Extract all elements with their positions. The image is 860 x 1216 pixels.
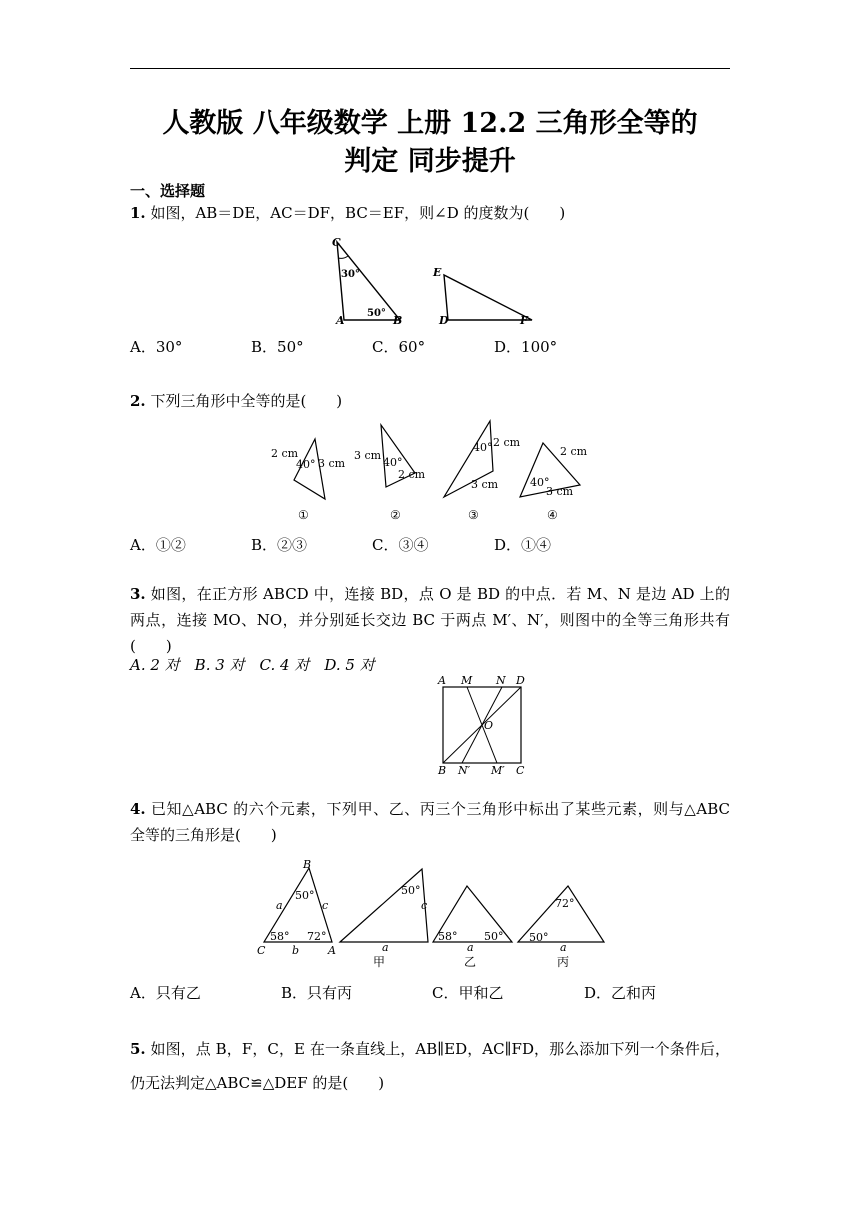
bing-label: 丙: [557, 955, 570, 969]
abc-side-b: b: [292, 944, 300, 957]
t1-number: ①: [298, 508, 309, 522]
label-o: O: [484, 719, 494, 732]
t3-side-2: 2 cm: [493, 436, 521, 449]
question-3: [130, 581, 730, 659]
abc-angle-50: 50°: [295, 889, 315, 902]
question-text: 已知△ABC 的六个元素，下列甲、乙、丙三个三角形中标出了某些元素，则与△ABC 全等的三角形是( ): [130, 800, 730, 844]
header-rule: [130, 68, 730, 69]
t1-side-2: 2 cm: [271, 447, 299, 460]
yi-angle-58: 58°: [438, 930, 458, 943]
label-a: A: [438, 674, 446, 687]
question-number: 4.: [130, 800, 146, 818]
question-text: 如图，AB＝DE，AC＝DF，BC＝EF，则∠D 的度数为( ): [145, 204, 566, 222]
q3-options[interactable]: A. 2 对 B. 3 对 C. 4 对 D. 5 对: [130, 656, 375, 674]
abc-label-b: B: [303, 858, 312, 871]
label-m-prime: M′: [491, 764, 505, 777]
label-a: A: [336, 314, 345, 327]
question-number: 2.: [130, 392, 146, 410]
bing-side-a: a: [560, 941, 567, 954]
question-4: [130, 796, 730, 848]
section-heading: 一、选择题: [130, 182, 206, 200]
label-c: C: [332, 236, 341, 249]
label-d: D: [439, 314, 449, 327]
q1-figure: [320, 232, 540, 327]
t3-side-3: 3 cm: [471, 478, 499, 491]
t3-angle: 40°: [473, 441, 493, 454]
t1-side-3: 3 cm: [318, 457, 346, 470]
t4-side-2: 2 cm: [560, 445, 588, 458]
t4-angle: 40°: [530, 476, 550, 489]
abc-angle-72: 72°: [307, 930, 327, 943]
t2-side-3: 3 cm: [354, 449, 382, 462]
option-b[interactable]: B．只有丙: [281, 984, 353, 1002]
bing-angle-50: 50°: [529, 931, 549, 944]
title-line-1: 人教版 八年级数学 上册 12.2 三角形全等的: [162, 108, 698, 139]
option-d[interactable]: D．乙和丙: [584, 984, 657, 1002]
abc-angle-58: 58°: [270, 930, 290, 943]
question-text: 如图，在正方形 ABCD 中，连接 BD，点 O 是 BD 的中点．若 M、N 是边 AD 上的两点，连接 MO、NO，并分别延长交边 BC 于两点 M′、N′，则图中的全等三角形共有( ): [130, 585, 730, 655]
option-a[interactable]: A．30°: [130, 338, 183, 356]
label-c: C: [516, 764, 525, 777]
label-n-prime: N′: [458, 764, 471, 777]
question-text: 下列三角形中全等的是( ): [145, 392, 343, 410]
question-2: [130, 388, 730, 414]
label-d: D: [516, 674, 525, 687]
q2-figure: [268, 415, 598, 527]
abc-side-a: a: [276, 899, 283, 912]
option-b[interactable]: B．50°: [251, 338, 304, 356]
jia-side-a: a: [382, 941, 389, 954]
q4-figure: [252, 858, 608, 972]
abc-label-a: A: [328, 944, 336, 957]
question-number: 5.: [130, 1040, 146, 1058]
bing-angle-72: 72°: [555, 897, 575, 910]
yi-side-a: a: [467, 941, 474, 954]
question-number: 1.: [130, 204, 146, 222]
yi-label: 乙: [464, 955, 477, 969]
question-text: 如图，点 B，F，C，E 在一条直线上，AB∥ED，AC∥FD，那么添加下列一个条件后，仍无法判定△ABC≌△DEF 的是( ): [130, 1040, 730, 1092]
jia-label: 甲: [373, 955, 386, 969]
abc-label-c: C: [257, 944, 266, 957]
t2-angle: 40°: [383, 456, 403, 469]
option-a[interactable]: A．只有乙: [130, 984, 201, 1002]
option-c[interactable]: C．60°: [372, 338, 426, 356]
option-a[interactable]: A．①②: [130, 536, 186, 554]
label-m: M: [461, 674, 473, 687]
jia-angle-50: 50°: [401, 884, 421, 897]
q3-figure: [432, 672, 537, 778]
option-b[interactable]: B．②③: [251, 536, 308, 554]
option-d[interactable]: D．100°: [494, 338, 558, 356]
abc-side-c: c: [322, 899, 329, 912]
page-title: [130, 105, 730, 181]
label-b: B: [393, 314, 403, 327]
t2-number: ②: [390, 508, 401, 522]
t3-number: ③: [468, 508, 479, 522]
yi-angle-50: 50°: [484, 930, 504, 943]
question-number: 3.: [130, 585, 146, 603]
angle-30: 30°: [341, 269, 360, 280]
label-e: E: [433, 266, 442, 279]
option-c[interactable]: C．③④: [372, 536, 429, 554]
t2-side-2: 2 cm: [398, 468, 426, 481]
jia-side-c: c: [421, 899, 428, 912]
label-b: B: [438, 764, 447, 777]
option-d[interactable]: D．①④: [494, 536, 552, 554]
label-f: F: [520, 314, 528, 327]
title-line-2: 判定 同步提升: [344, 146, 516, 177]
t4-number: ④: [547, 508, 558, 522]
t1-angle: 40°: [296, 458, 316, 471]
question-1: [130, 200, 730, 226]
option-c[interactable]: C．甲和乙: [432, 984, 504, 1002]
question-5: [130, 1032, 730, 1100]
t4-side-3: 3 cm: [546, 485, 574, 498]
angle-50: 50°: [367, 308, 386, 319]
label-n: N: [496, 674, 506, 687]
